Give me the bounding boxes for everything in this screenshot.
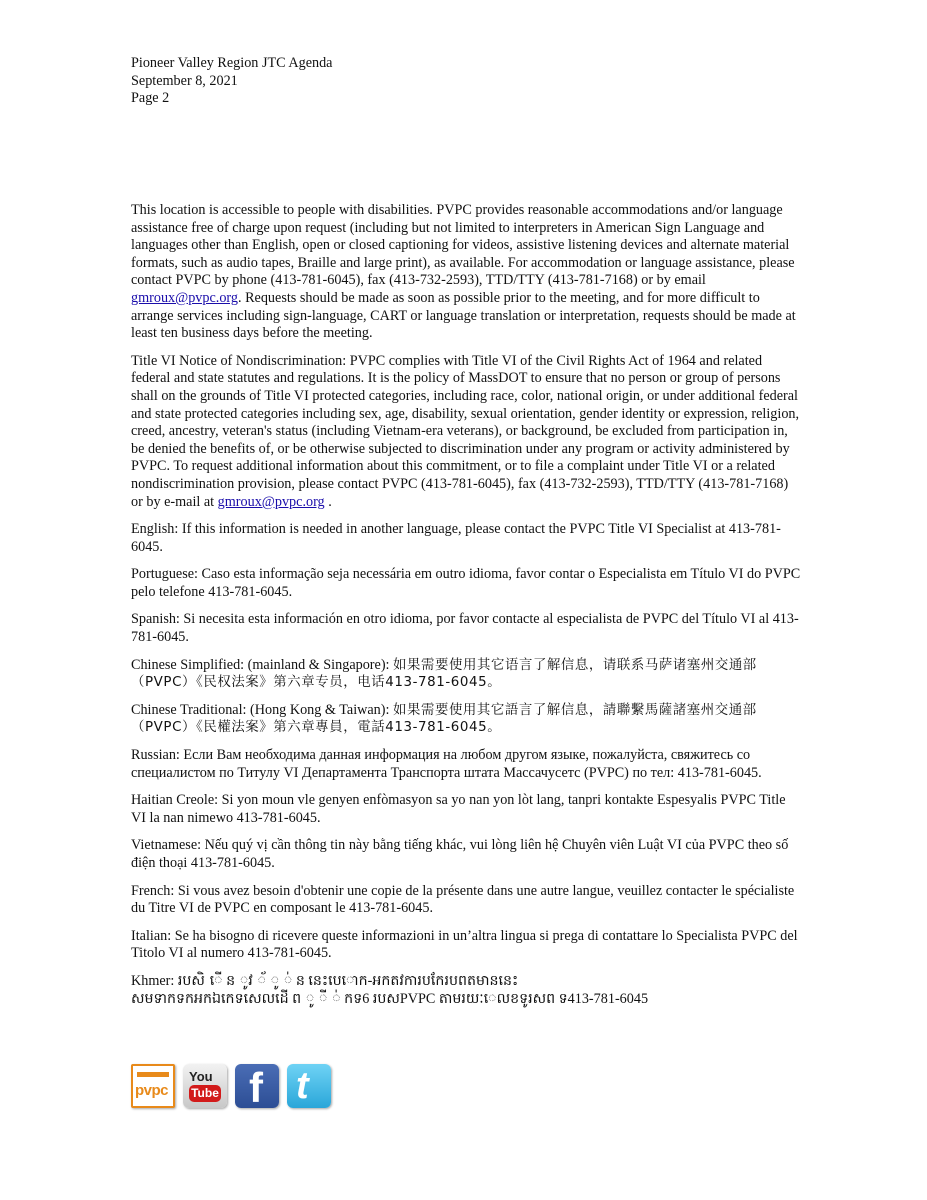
email-link-2[interactable]: gmroux@pvpc.org: [217, 493, 325, 510]
chinese-traditional-notice: Chinese Traditional: (Hong Kong & Taiwan): 如果需要使用其它語言了解信息，請聯繫馬薩諸塞州交通部 （PVPC）《民權法案》第六章專員，電話413-781-6045。: [131, 701, 757, 736]
header-date: September 8, 2021: [131, 72, 238, 89]
haitian-creole-notice: Haitian Creole: Si yon moun vle genyen enfòmasyon sa yo nan yon lòt lang, tanpri kontakte Espesyalis PVPC Title VI la nan nimewo 413-781-6045.: [131, 792, 786, 826]
facebook-icon[interactable]: f: [235, 1064, 279, 1108]
spanish-notice: Spanish: Si necesita esta información en otro idioma, por favor contacte al especialista de PVPC del Título VI al 413-781-6045.: [131, 611, 799, 646]
social-icons: [131, 1064, 331, 1112]
portuguese-notice: Portuguese: Caso esta informação seja necessária em outro idioma, favor contar o Especialista em Título VI do PVPC pelo telefone 413-781-6045.: [131, 566, 801, 600]
title-vi-paragraph: Title VI Notice of Nondiscrimination: PVPC complies with Title VI of the Civil Rights Act of 1964 and related federal and state statutes and regulations. It is the policy of MassDOT to ensure that no person or group of persons shall on the grounds of Title VI protected categories, including race, color, national origin, or under additional federal and state protected categories including sex, age, disability, sexual orientation, gender identity or expression, religion, creed, ancestry, veteran's status (including Vietnam-era veterans), or background, be excluded from participation in, be denied the benefits of, or be otherwise subjected to discrimination under any program or activity administered by PVPC. To request additional information about this commitment, or to file a complaint under Title VI or a related nondiscrimination provision, please contact PVPC (413-781-6045), fax (413-732-2593), TTD/TTY (413-781-7168) or by e-mail at gmroux@pvpc.org .: [131, 352, 800, 510]
youtube-icon[interactable]: You Tube: [183, 1064, 227, 1108]
vietnamese-notice: Vietnamese: Nếu quý vị cần thông tin này bằng tiếng khác, vui lòng liên hệ Chuyên viên Luật VI của PVPC theo số điện thoại 413-781-6045.: [131, 837, 789, 871]
twitter-icon[interactable]: t: [287, 1064, 331, 1108]
khmer-notice: Khmer: របសិ ើ ន ូវ ័ ូ ់ ន នេះបេោក-អកតវការបកែរបពតមាននេះ សមទាកទកអកឯកេទសេលដើ ព ូ ី ់ កទ6 របសPVPC តាមរយៈេលខទូរសព ទ413-781-6045: [131, 972, 649, 1007]
french-notice: French: Si vous avez besoin d'obtenir une copie de la présente dans une autre langue, veuillez contacter le spécialiste du Titre VI de PVPC en composant le 413-781-6045.: [131, 882, 795, 917]
russian-notice: Russian: Если Вам необходима данная информация на любом другом языке, пожалуйста, свяжитесь со специалистом по Титулу VI Департамента Транспорта штата Массачусетс (PVPC) по тел: 413-781-6045.: [131, 747, 762, 781]
english-notice: English: If this information is needed in another language, please contact the PVPC Title VI Specialist at 413-781-6045.: [131, 521, 781, 555]
accessibility-paragraph: This location is accessible to people with disabilities. PVPC provides reasonable accommodations and/or language assistance free of charge upon request (including but not limited to interpreters in American Sign Language and languages other than English, open or closed captioning for videos, assistive listening devices and alternate material formats, such as audio tapes, Braille and large print), as available. For accommodation or language assistance, please contact PVPC by phone (413-781-6045), fax (413-732-2593), TTD/TTY (413-781-7168) or by email gmroux@pvpc.org. Requests should be made as soon as possible prior to the meeting, and for more difficult to arrange services including sign-language, CART or language translation or interpretation, requests should be made at least ten business days before the meeting.: [131, 202, 796, 342]
italian-notice: Italian: Se ha bisogno di ricevere queste informazioni in un’altra lingua si prega di contattare lo Specialista PVPC del Titolo VI al numero 413-781-6045.: [131, 927, 798, 962]
page-header: [131, 55, 332, 108]
pvpc-logo-icon[interactable]: pvpc: [131, 1064, 175, 1108]
header-page-number: Page 2: [131, 90, 170, 106]
email-link[interactable]: gmroux@pvpc.org: [131, 289, 238, 306]
chinese-simplified-notice: Chinese Simplified: (mainland & Singapore): 如果需要使用其它语言了解信息，请联系马萨诸塞州交通部 （PVPC）《民权法案》第六章专员，电话413-781-6045。: [131, 656, 757, 691]
notice-content: [131, 202, 801, 1018]
header-agenda-title: Pioneer Valley Region JTC Agenda: [131, 55, 333, 71]
